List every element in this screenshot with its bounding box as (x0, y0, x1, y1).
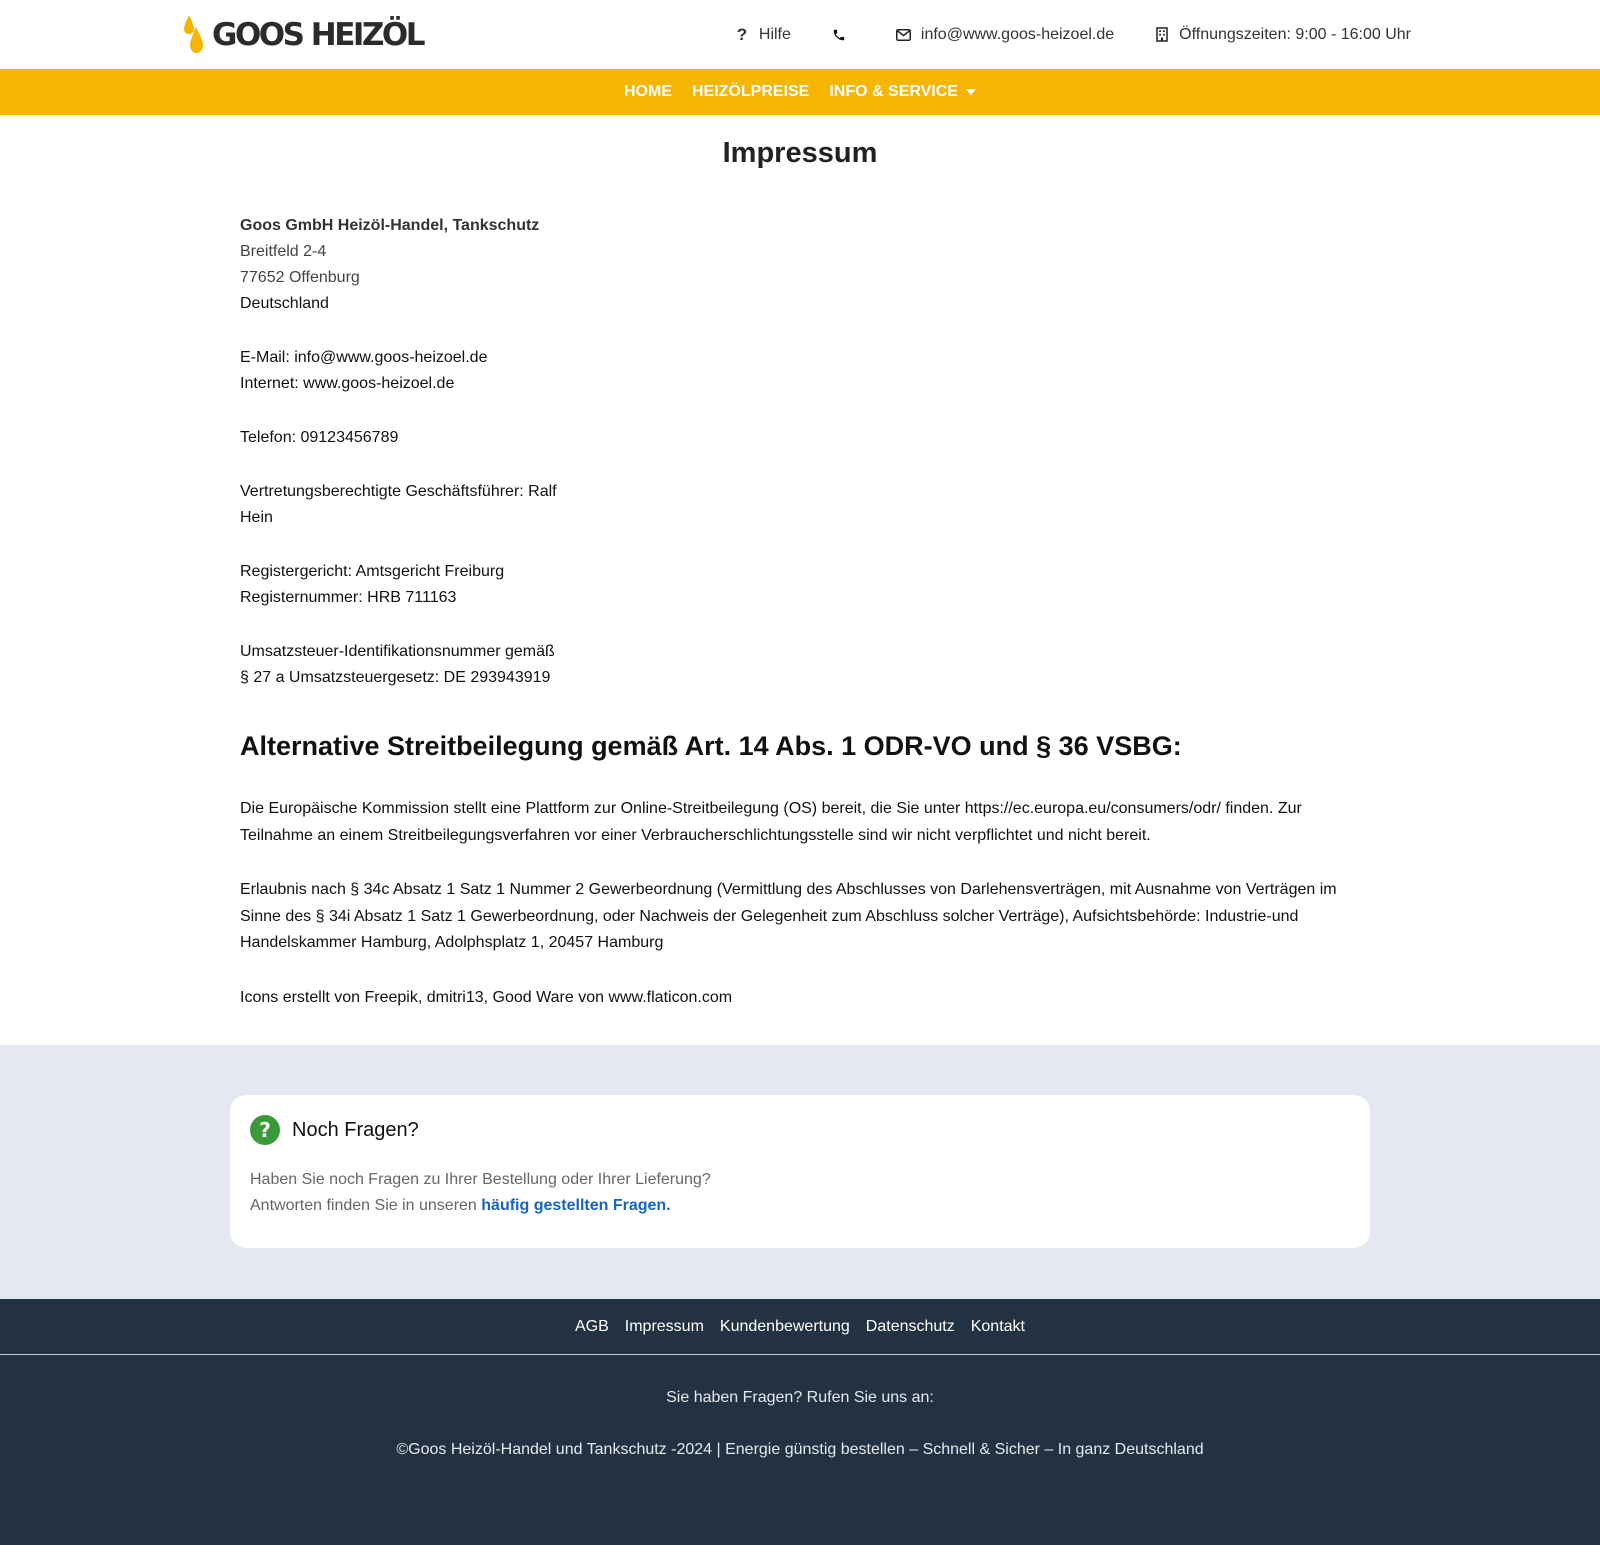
vat-line-1: Umsatzsteuer-Identifikationsnummer gemäß (240, 643, 555, 660)
footer-link-datenschutz[interactable]: Datenschutz (865, 1317, 955, 1335)
footer-link-kontakt[interactable]: Kontakt (970, 1317, 1025, 1335)
logo[interactable] (183, 13, 423, 57)
footer-link-agb[interactable]: AGB (574, 1317, 609, 1335)
faq-text (250, 1167, 1350, 1219)
phone-link[interactable] (831, 28, 856, 42)
nav-info-service[interactable] (829, 83, 976, 101)
street: Breitfeld 2-4 (240, 243, 327, 260)
caret-down-icon (966, 89, 976, 95)
page-title: Impressum (722, 137, 878, 169)
hours-label: Öffnungszeiten: 9:00 - 16:00 Uhr (1179, 25, 1411, 43)
footer-link-impressum[interactable]: Impressum (624, 1317, 704, 1335)
manager-block (240, 479, 1360, 531)
email-line: E-Mail: info@www.goos-heizoel.de (240, 349, 488, 366)
vat-line-2: § 27 a Umsatzsteuergesetz: DE 293943919 (240, 669, 551, 686)
help-label: Hilfe (758, 25, 791, 43)
manager-line-1: Vertretungsberechtigte Geschäftsführer: Ralf (240, 483, 557, 500)
footer-copyright: ©Goos Heizöl-Handel und Tankschutz -2024 | Energie günstig bestellen – Schnell & Sicher – In ganz Deutschland (396, 1441, 1204, 1458)
faq-section (0, 1045, 1600, 1299)
footer (0, 1299, 1600, 1545)
nav-home[interactable]: HOME (624, 83, 672, 100)
main-nav (0, 69, 1600, 115)
company-name: Goos GmbH Heizöl-Handel, Tankschutz (240, 217, 540, 234)
register-block (240, 559, 1360, 611)
manager-line-2: Hein (240, 509, 273, 526)
footer-link-kundenbewertung[interactable]: Kundenbewertung (719, 1317, 850, 1335)
top-bar (0, 0, 1600, 69)
email-link[interactable] (896, 26, 1114, 44)
oil-drops-icon (183, 13, 205, 57)
faq-line-1: Haben Sie noch Fragen zu Ihrer Bestellung oder Ihrer Lieferung? (250, 1171, 711, 1188)
svg-text:?: ? (259, 1118, 271, 1142)
faq-line-2-prefix: Antworten finden Sie in unseren (250, 1197, 482, 1214)
faq-line-2 (250, 1193, 1350, 1219)
phone-line: Telefon: 09123456789 (240, 429, 399, 446)
dispute-heading: Alternative Streitbeilegung gemäß Art. 14 Abs. 1 ODR-VO und § 36 VSBG: (240, 731, 1182, 761)
country: Deutschland (240, 295, 329, 312)
register-line: Registernummer: HRB 711163 (240, 589, 457, 606)
logo-text: GOOS HEIZÖL (212, 17, 424, 53)
contact-block (240, 345, 1360, 397)
top-links (694, 0, 1411, 69)
building-icon (1154, 27, 1170, 42)
icons-credit: Icons erstellt von Freepik, dmitri13, Good Ware von www.flaticon.com (240, 988, 733, 1006)
mail-icon (896, 29, 912, 41)
vat-block (240, 639, 1360, 691)
question-icon: ? (736, 24, 748, 44)
hours-info (1154, 26, 1411, 44)
company-address (240, 213, 1360, 317)
faq-title: Noch Fragen? (292, 1118, 419, 1141)
email-label: info@www.goos-heizoel.de (920, 25, 1115, 43)
court-line: Registergericht: Amtsgericht Freiburg (240, 563, 505, 580)
footer-links (0, 1299, 1600, 1355)
faq-link[interactable]: häufig gestellten Fragen. (481, 1197, 671, 1214)
permit-text: Erlaubnis nach § 34c Absatz 1 Satz 1 Nummer 2 Gewerbeordnung (Vermittlung des Abschlusses von Darlehensverträgen, mit Ausnahme von Verträgen im Sinne des § 34i Absatz 1 Satz 1 Gewerbeordnung, oder Nachweis der Gelegenheit zum Abschluss solcher Verträge), Aufsichtsbehörde: Industrie-und Handelskammer Hamburg, Adolphsplatz 1, 20457 Hamburg (240, 881, 1337, 951)
help-link[interactable] (734, 25, 791, 45)
question-circle-icon (250, 1115, 280, 1145)
main-content (0, 137, 1600, 1011)
nav-heizoelpreise[interactable]: HEIZÖLPREISE (692, 83, 810, 100)
dispute-text: Die Europäische Kommission stellt eine Plattform zur Online-Streitbeilegung (OS) bereit, die Sie unter https://ec.europa.eu/consumers/odr/ finden. Zur Teilnahme an einem Streitbeilegungsverfahren vor einer Verbraucherschlichtungsstelle sind wir nicht verpflichtet und nicht bereit. (240, 800, 1302, 844)
city: 77652 Offenburg (240, 269, 360, 286)
phone-block (240, 425, 1360, 451)
internet-line: Internet: www.goos-heizoel.de (240, 375, 455, 392)
faq-card (230, 1095, 1370, 1248)
nav-info-service-label: INFO & SERVICE (829, 83, 958, 100)
faq-header (250, 1115, 1350, 1145)
phone-icon (831, 28, 847, 42)
footer-call-text: Sie haben Fragen? Rufen Sie uns an: (666, 1389, 934, 1406)
